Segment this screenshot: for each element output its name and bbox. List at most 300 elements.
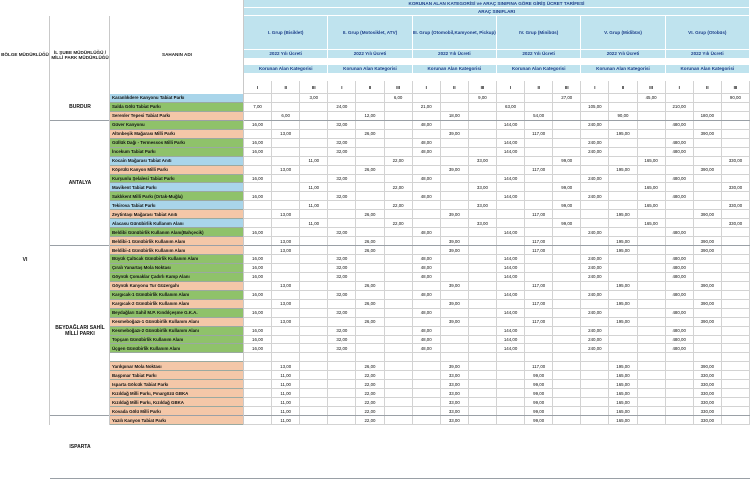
fee-cell: 16,00 [244, 192, 272, 201]
fee-cell [272, 309, 300, 318]
fee-cell: 16,00 [244, 139, 272, 148]
fee-cell [385, 130, 413, 139]
fee-cell [300, 103, 328, 112]
fee-cell: 18,00 [441, 112, 469, 121]
group-divider [50, 120, 750, 121]
fee-cell [638, 380, 666, 389]
fee-cell [525, 121, 553, 130]
fee-cell: 90,00 [609, 112, 637, 121]
fee-cell [694, 121, 722, 130]
fee-cell [666, 389, 694, 398]
fee-cell: 390,00 [694, 246, 722, 255]
fee-cell [666, 300, 694, 309]
fee-cell [300, 398, 328, 407]
fee-cell [553, 175, 581, 184]
fee-cell [581, 282, 609, 291]
fee-cell [385, 300, 413, 309]
fee-cell [356, 273, 384, 282]
fee-cell [413, 398, 441, 407]
fee-cell [609, 255, 637, 264]
fee-cell: 480,00 [666, 327, 694, 336]
fee-cell [722, 246, 750, 255]
site-name: Saklıkent Milli Parkı (Ortak-Muğla) [110, 192, 244, 201]
fee-cell [638, 255, 666, 264]
fee-cell: 33,00 [469, 157, 497, 166]
fee-cell [638, 389, 666, 398]
fee-cell [553, 103, 581, 112]
fee-cell [469, 371, 497, 380]
fee-cell: 480,00 [666, 273, 694, 282]
fee-cell [609, 183, 637, 192]
fee-cell [469, 166, 497, 175]
fee-cell [469, 416, 497, 425]
fee-cell: 480,00 [666, 309, 694, 318]
fee-cell: 13,00 [272, 166, 300, 175]
fee-cell [413, 389, 441, 398]
fee-cell: 240,00 [581, 228, 609, 237]
fee-cell: 22,00 [356, 416, 384, 425]
fee-cell: 240,00 [581, 192, 609, 201]
fee-cell [469, 291, 497, 300]
site-name: Güllük Dağı - Termessos Milli Parkı [110, 139, 244, 148]
fee-cell: 144,00 [497, 336, 525, 345]
fee-cell: 195,00 [609, 130, 637, 139]
fee-cell [666, 130, 694, 139]
fee-cell [244, 318, 272, 327]
fee-cell [441, 255, 469, 264]
fee-cell [722, 264, 750, 273]
fee-cell [722, 398, 750, 407]
fee-cell [469, 228, 497, 237]
fee-cell [413, 362, 441, 371]
fee-cell [722, 210, 750, 219]
fee-cell [581, 130, 609, 139]
fee-cell [609, 264, 637, 273]
fee-cell: 144,00 [497, 255, 525, 264]
fee-cell: 22,00 [385, 219, 413, 228]
fee-cell [328, 416, 356, 425]
fee-cell [666, 210, 694, 219]
fee-cell: 48,00 [413, 148, 441, 157]
col-divider [243, 0, 244, 425]
fee-cell [385, 255, 413, 264]
fee-cell [328, 201, 356, 210]
fee-cell [385, 362, 413, 371]
fee-cell [722, 362, 750, 371]
fee-cell: 48,00 [413, 336, 441, 345]
fee-cell: 16,00 [244, 309, 272, 318]
fee-cell [638, 103, 666, 112]
fee-cell: 480,00 [666, 148, 694, 157]
fee-cell [413, 353, 441, 362]
fee-cell [469, 282, 497, 291]
fee-cell [497, 210, 525, 219]
fee-cell: 39,00 [441, 210, 469, 219]
fee-cell [469, 344, 497, 353]
fee-cell: 105,00 [581, 103, 609, 112]
fee-cell: 16,00 [244, 148, 272, 157]
fee-cell [553, 148, 581, 157]
fee-cell: 240,00 [581, 344, 609, 353]
fee-cell [385, 380, 413, 389]
site-name: Serenler Tepesi Tabiat Parkı [110, 112, 244, 121]
fee-cell [666, 318, 694, 327]
fee-cell: 165,00 [609, 407, 637, 416]
fee-cell [385, 291, 413, 300]
fee-cell [441, 309, 469, 318]
group-header: IV. Grup (Minibüs) [497, 16, 581, 50]
fee-cell [553, 362, 581, 371]
fee-cell [356, 139, 384, 148]
fee-cell [300, 210, 328, 219]
fee-cell: 480,00 [666, 139, 694, 148]
fee-cell [469, 246, 497, 255]
fee-cell [272, 255, 300, 264]
fee-cell: 27,00 [553, 94, 581, 103]
fee-cell [300, 389, 328, 398]
subcol-header: I [328, 81, 356, 94]
fee-cell [694, 291, 722, 300]
subcol-header: II [441, 81, 469, 94]
blank-band [328, 74, 412, 81]
fee-cell [469, 398, 497, 407]
fee-cell [356, 103, 384, 112]
saha-header: SAHANIN ADI [162, 52, 192, 58]
group-header: III. Grup (Otomobil,Kamyonet, Pickup) [413, 16, 497, 50]
fee-cell [666, 398, 694, 407]
fee-cell [694, 157, 722, 166]
fee-cell [441, 103, 469, 112]
fee-cell: 165,00 [609, 416, 637, 425]
fee-cell [553, 228, 581, 237]
fee-cell [469, 121, 497, 130]
fee-cell [581, 300, 609, 309]
fee-cell: 144,00 [497, 344, 525, 353]
blank-band [413, 74, 497, 81]
fee-cell: 39,00 [441, 237, 469, 246]
fee-cell [722, 148, 750, 157]
fee-cell: 48,00 [413, 228, 441, 237]
fee-cell [356, 201, 384, 210]
fee-cell: 16,00 [244, 175, 272, 184]
group-header: II. Grup (Motosiklet, ATV) [328, 16, 412, 50]
fee-cell [469, 353, 497, 362]
fee-cell [385, 103, 413, 112]
fee-cell: 32,00 [328, 344, 356, 353]
fee-cell [581, 201, 609, 210]
fee-cell [497, 318, 525, 327]
year-label: 2022 Yılı Ücreti [328, 50, 412, 59]
fee-cell [413, 318, 441, 327]
category-label: Korunan Alan Kategorisi [581, 65, 665, 74]
fee-cell: 54,00 [525, 112, 553, 121]
fee-cell [694, 309, 722, 318]
fee-cell [581, 362, 609, 371]
fee-cell [441, 183, 469, 192]
fee-cell [525, 336, 553, 345]
fee-cell: 11,00 [272, 380, 300, 389]
fee-cell: 240,00 [581, 121, 609, 130]
fee-cell: 165,00 [638, 183, 666, 192]
fee-cell [300, 175, 328, 184]
fee-cell [722, 121, 750, 130]
fee-cell [553, 264, 581, 273]
fee-cell [441, 228, 469, 237]
fee-cell [328, 219, 356, 228]
fee-cell: 48,00 [413, 264, 441, 273]
fee-cell: 33,00 [441, 398, 469, 407]
header-arac-siniflari: ARAÇ SINIFLARI [244, 8, 750, 16]
fee-cell: 16,00 [244, 121, 272, 130]
fee-cell [300, 362, 328, 371]
fee-cell [300, 228, 328, 237]
fee-cell: 39,00 [441, 246, 469, 255]
fee-cell [413, 166, 441, 175]
fee-cell [638, 264, 666, 273]
fee-cell [300, 353, 328, 362]
fee-cell: 144,00 [497, 273, 525, 282]
fee-cell: 16,00 [244, 264, 272, 273]
group-header: V. Grup (Midibüs) [581, 16, 665, 50]
fee-cell [497, 300, 525, 309]
fee-cell [328, 318, 356, 327]
subcol-header: II [356, 81, 384, 94]
fee-cell [272, 327, 300, 336]
fee-cell [609, 327, 637, 336]
fee-cell [356, 353, 384, 362]
col-divider [109, 16, 110, 425]
fee-cell [638, 130, 666, 139]
fee-cell [300, 309, 328, 318]
fee-cell: 144,00 [497, 264, 525, 273]
fee-cell [469, 192, 497, 201]
fee-cell [694, 336, 722, 345]
category-label: Korunan Alan Kategorisi [666, 65, 750, 74]
fee-cell [666, 219, 694, 228]
fee-cell [300, 273, 328, 282]
fee-cell [722, 139, 750, 148]
site-name: Kesmeboğazı-2 Günübirlik Kullanım Alanı [110, 327, 244, 336]
fee-cell: 22,00 [356, 407, 384, 416]
fee-cell: 13,00 [272, 318, 300, 327]
fee-cell: 48,00 [413, 344, 441, 353]
fee-cell [469, 318, 497, 327]
fee-cell: 330,00 [694, 416, 722, 425]
fee-cell [300, 192, 328, 201]
fee-cell: 390,00 [694, 210, 722, 219]
fee-cell [300, 166, 328, 175]
fee-cell [722, 380, 750, 389]
fee-cell: 11,00 [300, 183, 328, 192]
blank-band [581, 74, 665, 81]
fee-cell [694, 255, 722, 264]
fee-cell: 480,00 [666, 255, 694, 264]
fee-cell [497, 362, 525, 371]
fee-cell [300, 344, 328, 353]
fee-cell [413, 282, 441, 291]
fee-cell: 22,00 [385, 157, 413, 166]
fee-cell: 165,00 [609, 371, 637, 380]
fee-cell: 7,00 [244, 103, 272, 112]
fee-cell [272, 219, 300, 228]
site-name: İncekum Tabiat Parkı [110, 148, 244, 157]
fee-cell [356, 344, 384, 353]
fee-cell [385, 246, 413, 255]
fee-cell: 63,00 [497, 103, 525, 112]
fee-cell [300, 300, 328, 309]
fee-cell [328, 380, 356, 389]
fee-cell: 330,00 [722, 219, 750, 228]
fee-cell [666, 183, 694, 192]
fee-cell [666, 380, 694, 389]
fee-cell [581, 157, 609, 166]
fee-cell [638, 139, 666, 148]
fee-cell [525, 327, 553, 336]
fee-cell [525, 157, 553, 166]
fee-cell [553, 210, 581, 219]
subcol-header: III [385, 81, 413, 94]
fee-cell [272, 175, 300, 184]
fee-cell [300, 121, 328, 130]
fee-cell: 480,00 [666, 336, 694, 345]
fee-cell: 330,00 [694, 398, 722, 407]
fee-cell: 48,00 [413, 291, 441, 300]
fee-cell [497, 183, 525, 192]
fee-cell [244, 130, 272, 139]
fee-cell: 13,00 [272, 246, 300, 255]
fee-cell: 240,00 [581, 255, 609, 264]
fee-cell [666, 201, 694, 210]
fee-cell [722, 228, 750, 237]
fee-cell [497, 130, 525, 139]
fee-cell [497, 157, 525, 166]
fee-cell [581, 210, 609, 219]
fee-cell [722, 300, 750, 309]
fee-cell: 32,00 [328, 192, 356, 201]
fee-cell: 32,00 [328, 148, 356, 157]
fee-cell [553, 344, 581, 353]
fee-cell [581, 389, 609, 398]
fee-cell: 210,00 [666, 103, 694, 112]
site-name: Kargıcak-1 Günübirlik Kullanım Alanı [110, 291, 244, 300]
site-name: Beldibi Günübirlik Kullanım Alanı(Bahçecik) [110, 228, 244, 237]
fee-cell [497, 380, 525, 389]
fee-cell: 48,00 [413, 121, 441, 130]
site-name: Göynük Çomaklar Çadırlı Kamp Alanı [110, 273, 244, 282]
fee-cell: 117,00 [525, 166, 553, 175]
fee-cell [497, 201, 525, 210]
fee-cell [666, 166, 694, 175]
fee-cell: 11,00 [272, 371, 300, 380]
fee-cell [356, 327, 384, 336]
fee-cell [328, 398, 356, 407]
fee-cell [272, 157, 300, 166]
fee-cell [441, 264, 469, 273]
fee-cell: 480,00 [666, 192, 694, 201]
fee-cell: 390,00 [694, 130, 722, 139]
site-name: Kesmeboğazı-1 Günübirlik Kullanım Alanı [110, 318, 244, 327]
fee-cell [497, 398, 525, 407]
fee-cell: 117,00 [525, 362, 553, 371]
fee-cell: 39,00 [441, 130, 469, 139]
fee-cell [722, 130, 750, 139]
fee-cell [469, 273, 497, 282]
fee-cell: 330,00 [722, 183, 750, 192]
fee-cell: 33,00 [441, 407, 469, 416]
fee-cell: 26,00 [356, 246, 384, 255]
subcol-header: III [638, 81, 666, 94]
sube-group-name: BURDUR [69, 104, 91, 111]
fee-cell [666, 94, 694, 103]
fee-cell [722, 389, 750, 398]
fee-cell [553, 166, 581, 175]
fee-cell [244, 389, 272, 398]
fee-cell [609, 103, 637, 112]
sube-group-name: BEYDAĞLARI SAHİL MİLLİ PARKI [55, 325, 105, 338]
blank-band [244, 74, 328, 81]
fee-cell [553, 336, 581, 345]
fee-cell [385, 398, 413, 407]
fee-cell [722, 336, 750, 345]
fee-cell: 165,00 [609, 380, 637, 389]
category-label: Korunan Alan Kategorisi [328, 65, 412, 74]
fee-cell [609, 148, 637, 157]
fee-cell [638, 291, 666, 300]
fee-cell: 32,00 [328, 139, 356, 148]
site-name: Başpınar Tabiat Parkı [110, 371, 244, 380]
fee-cell [525, 139, 553, 148]
fee-cell [385, 139, 413, 148]
fee-cell [525, 201, 553, 210]
fee-cell: 16,00 [244, 273, 272, 282]
fee-cell [385, 166, 413, 175]
fee-cell: 117,00 [525, 246, 553, 255]
fee-cell [272, 353, 300, 362]
fee-cell: 195,00 [609, 210, 637, 219]
site-name: Salda Gölü Tabiat Parkı [110, 103, 244, 112]
fee-cell [553, 353, 581, 362]
site-name: Topçam Günübirlik Kullanım Alanı [110, 336, 244, 345]
fee-cell: 39,00 [441, 300, 469, 309]
fee-cell: 240,00 [581, 264, 609, 273]
fee-cell: 480,00 [666, 175, 694, 184]
fee-cell [356, 121, 384, 130]
subcol-header: I [666, 81, 694, 94]
fee-cell [638, 210, 666, 219]
fee-cell: 390,00 [694, 300, 722, 309]
fee-cell [272, 264, 300, 273]
header-title: KORUNAN ALAN KATEGORİSİ ve ARAÇ SINIFINA GÖRE GİRİŞ ÜCRET TARİFESİ [244, 0, 750, 8]
fee-cell: 480,00 [666, 264, 694, 273]
fee-cell [581, 380, 609, 389]
fee-cell [413, 210, 441, 219]
fee-cell [356, 291, 384, 300]
fee-cell [638, 309, 666, 318]
fee-cell [300, 291, 328, 300]
fee-cell: 99,00 [525, 389, 553, 398]
fee-cell [300, 130, 328, 139]
fee-cell [413, 380, 441, 389]
fee-cell: 195,00 [609, 166, 637, 175]
subcol-header: III [300, 81, 328, 94]
fee-cell: 32,00 [328, 264, 356, 273]
site-name: Beydağları Sahil M.P. Kındılçeşme G.K.A. [110, 309, 244, 318]
fee-cell [722, 192, 750, 201]
fee-cell: 240,00 [581, 327, 609, 336]
fee-cell [722, 175, 750, 184]
subcol-header: III [469, 81, 497, 94]
fee-cell: 240,00 [581, 309, 609, 318]
